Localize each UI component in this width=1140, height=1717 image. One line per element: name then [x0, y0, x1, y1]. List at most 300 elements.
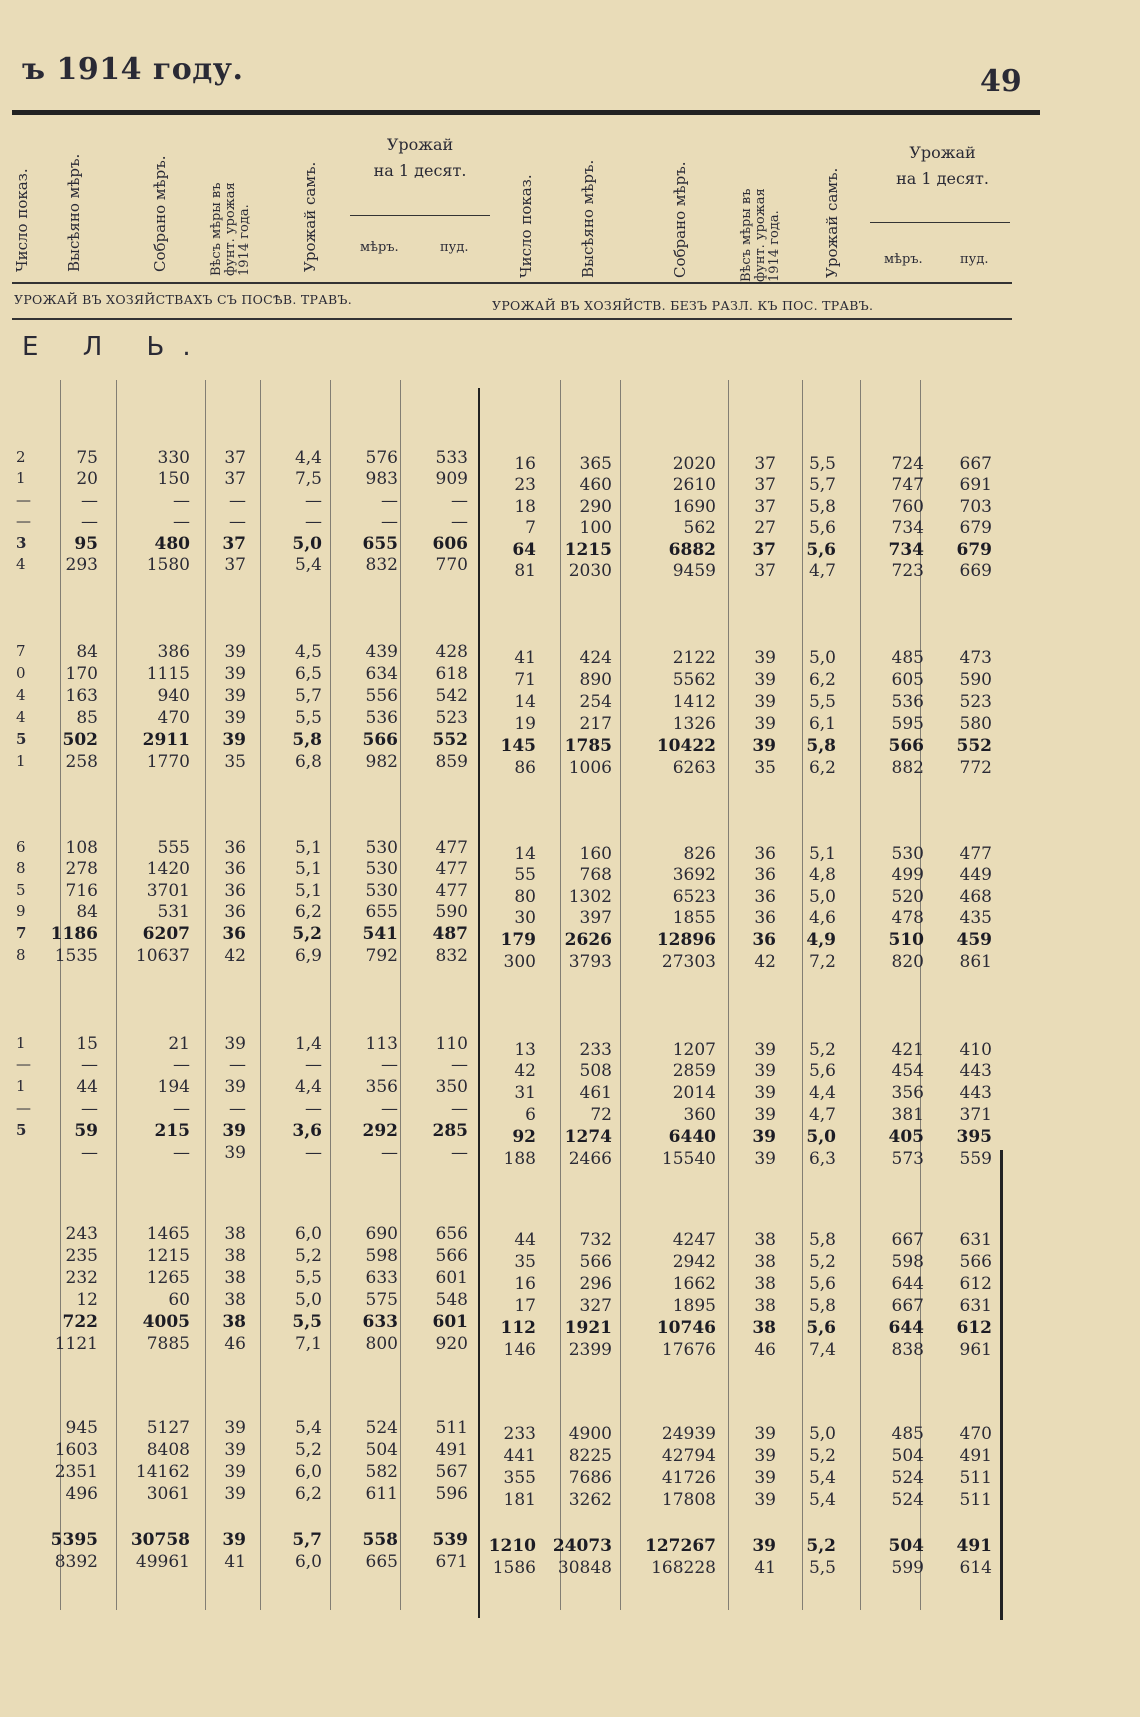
- right-table-cell: 2030: [568, 561, 612, 581]
- right-table-cell: 734: [891, 518, 924, 538]
- left-table-cell: 524: [365, 1418, 398, 1438]
- right-table-cell: 768: [579, 865, 612, 885]
- right-table-cell: 1662: [672, 1274, 716, 1294]
- right-table-cell: 1302: [568, 887, 612, 907]
- right-table-cell: 1274: [564, 1127, 612, 1147]
- left-table-cell: 601: [432, 1312, 468, 1332]
- left-table-cell: 590: [435, 902, 468, 922]
- left-table-cell: —: [173, 1143, 190, 1163]
- right-table-cell: 30: [514, 908, 536, 928]
- right-table-cell: 5,2: [808, 1040, 836, 1060]
- column-rule: [116, 380, 117, 1610]
- left-table-cell: 60: [168, 1290, 190, 1310]
- right-table-cell: 38: [754, 1252, 776, 1272]
- right-table-cell: 355: [503, 1468, 536, 1488]
- right-table-cell: 64: [512, 540, 536, 560]
- column-rule: [860, 380, 861, 1610]
- left-table-cell: 5,5: [292, 1312, 322, 1332]
- right-table-cell: 18: [514, 497, 536, 517]
- right-table-cell: 631: [959, 1296, 992, 1316]
- right-table-cell: 612: [959, 1274, 992, 1294]
- right-table-cell: 41: [754, 1558, 776, 1578]
- left-table-cell: 536: [365, 708, 398, 728]
- right-table-cell: 39: [754, 1468, 776, 1488]
- right-table-cell: 520: [891, 887, 924, 907]
- right-table-cell: 3793: [568, 952, 612, 972]
- right-table-cell: 38: [754, 1274, 776, 1294]
- header-bottom-rule: [12, 318, 1012, 320]
- right-table-cell: 72: [590, 1105, 612, 1125]
- right-table-cell: 5562: [672, 670, 716, 690]
- right-table-cell: 37: [754, 454, 776, 474]
- left-table-cell: —: [229, 491, 246, 511]
- left-table-cell: 792: [365, 946, 398, 966]
- right-table-cell: 861: [959, 952, 992, 972]
- right-table-cell: 38: [752, 1318, 776, 1338]
- right-table-cell: 2942: [672, 1252, 716, 1272]
- right-table-cell: 9459: [672, 561, 716, 581]
- right-table-cell: 39: [754, 1149, 776, 1169]
- right-table-cell: 7,2: [808, 952, 836, 972]
- right-table-cell: 397: [579, 908, 612, 928]
- right-table-cell: 510: [888, 930, 924, 950]
- right-table-cell: 679: [959, 518, 992, 538]
- right-table-cell: 5,8: [808, 1230, 836, 1250]
- right-table-cell: 39: [754, 1424, 776, 1444]
- right-table-cell: 6440: [668, 1127, 716, 1147]
- right-table-cell: 631: [959, 1230, 992, 1250]
- right-table-cell: 233: [503, 1424, 536, 1444]
- left-table-cell: 386: [157, 642, 190, 662]
- right-header-yield-measures: мѣръ.: [884, 252, 923, 267]
- right-table-cell: 511: [959, 1468, 992, 1488]
- right-table-cell: 410: [959, 1040, 992, 1060]
- right-table-cell: 7: [525, 518, 536, 538]
- right-table-cell: 17808: [661, 1490, 716, 1510]
- right-table-cell: 36: [752, 930, 776, 950]
- right-table-cell: 35: [514, 1252, 536, 1272]
- left-table-cell: 945: [65, 1418, 98, 1438]
- right-table-cell: 7686: [568, 1468, 612, 1488]
- left-table-cell: 5,2: [294, 1246, 322, 1266]
- right-table-cell: 6: [525, 1105, 536, 1125]
- right-table-cell: 5,6: [808, 518, 836, 538]
- row-number: 8: [16, 946, 26, 964]
- left-table-cell: 5,1: [294, 838, 322, 858]
- right-table-cell: 15540: [661, 1149, 716, 1169]
- left-table-cell: 4005: [142, 1312, 190, 1332]
- left-table-cell: 477: [435, 859, 468, 879]
- left-table-cell: 596: [435, 1484, 468, 1504]
- right-table-cell: 612: [956, 1318, 992, 1338]
- right-table-cell: 41: [514, 648, 536, 668]
- right-table-cell: 2626: [564, 930, 612, 950]
- right-table-cell: 2122: [672, 648, 716, 668]
- right-table-cell: 39: [754, 670, 776, 690]
- left-table-cell: 5,7: [294, 686, 322, 706]
- left-table-cell: 37: [224, 448, 246, 468]
- right-table-cell: 747: [891, 475, 924, 495]
- left-table-cell: —: [173, 512, 190, 532]
- right-table-cell: 37: [752, 540, 776, 560]
- right-table-cell: 491: [956, 1536, 992, 1556]
- column-rule: [728, 380, 729, 1610]
- right-table-cell: 5,8: [808, 497, 836, 517]
- left-table-cell: —: [305, 1055, 322, 1075]
- right-table-cell: 5,6: [808, 1274, 836, 1294]
- right-table-cell: 470: [959, 1424, 992, 1444]
- right-table-cell: 2399: [568, 1340, 612, 1360]
- left-table-cell: —: [451, 491, 468, 511]
- left-table-cell: —: [229, 512, 246, 532]
- right-table-cell: 723: [891, 561, 924, 581]
- row-number: 0: [16, 664, 26, 682]
- left-table-cell: 1,4: [294, 1034, 322, 1054]
- right-table-cell: 112: [500, 1318, 536, 1338]
- right-table-cell: 504: [891, 1446, 924, 1466]
- left-table-cell: —: [305, 1143, 322, 1163]
- right-table-cell: 524: [891, 1468, 924, 1488]
- left-header-yield-measures: мѣръ.: [360, 240, 399, 255]
- right-table-cell: 16: [514, 1274, 536, 1294]
- right-table-cell: 468: [959, 887, 992, 907]
- right-table-cell: 5,5: [808, 454, 836, 474]
- right-table-cell: 35: [754, 758, 776, 778]
- right-table-cell: 179: [500, 930, 536, 950]
- right-table-cell: 2610: [672, 475, 716, 495]
- right-table-cell: 4,6: [808, 908, 836, 928]
- running-head: ъ 1914 году.: [22, 52, 244, 87]
- right-table-cell: 732: [579, 1230, 612, 1250]
- right-table-cell: 55: [514, 865, 536, 885]
- row-number: 1: [16, 1077, 26, 1095]
- left-table-cell: —: [381, 1055, 398, 1075]
- left-table-cell: 800: [365, 1334, 398, 1354]
- left-table-cell: 582: [365, 1462, 398, 1482]
- left-table-cell: 558: [362, 1530, 398, 1550]
- left-table-cell: —: [81, 1143, 98, 1163]
- right-header-yield-group: Урожай на 1 десят.: [896, 143, 989, 188]
- left-table-cell: 39: [224, 1418, 246, 1438]
- right-table-cell: 504: [888, 1536, 924, 1556]
- left-table-cell: 1535: [54, 946, 98, 966]
- left-table-cell: 30758: [130, 1530, 190, 1550]
- left-table-cell: 38: [224, 1246, 246, 1266]
- right-table-cell: 4,4: [808, 1083, 836, 1103]
- row-number: 9: [16, 902, 26, 920]
- left-table-cell: 36: [224, 902, 246, 922]
- right-table-cell: 6,2: [808, 670, 836, 690]
- left-table-cell: 10637: [135, 946, 190, 966]
- right-table-cell: 39: [754, 1061, 776, 1081]
- right-table-cell: 188: [503, 1149, 536, 1169]
- right-table-cell: 80: [514, 887, 536, 907]
- right-table-cell: 41726: [661, 1468, 716, 1488]
- left-table-cell: 35: [224, 752, 246, 772]
- left-table-cell: 38: [224, 1290, 246, 1310]
- left-table-cell: 606: [432, 534, 468, 554]
- left-table-cell: 655: [365, 902, 398, 922]
- left-table-cell: 15: [76, 1034, 98, 1054]
- left-table-cell: —: [381, 1099, 398, 1119]
- left-table-cell: 566: [435, 1246, 468, 1266]
- row-number: 1: [16, 1034, 26, 1052]
- left-table-cell: 3,6: [292, 1121, 322, 1141]
- right-table-cell: 4,8: [808, 865, 836, 885]
- left-table-cell: 36: [222, 924, 246, 944]
- left-table-cell: 983: [365, 469, 398, 489]
- right-table-cell: 772: [959, 758, 992, 778]
- right-table-cell: 146: [503, 1340, 536, 1360]
- left-table-cell: —: [305, 1099, 322, 1119]
- right-table-cell: 12896: [656, 930, 716, 950]
- row-number: 3: [16, 534, 27, 552]
- left-table-cell: 20: [76, 469, 98, 489]
- left-table-cell: 566: [362, 730, 398, 750]
- left-table-cell: 716: [65, 881, 98, 901]
- left-table-cell: 523: [435, 708, 468, 728]
- right-table-cell: 42: [754, 952, 776, 972]
- right-table-cell: 290: [579, 497, 612, 517]
- left-table-cell: 539: [432, 1530, 468, 1550]
- left-header-harvested: Собрано мѣръ.: [151, 155, 169, 272]
- right-table-cell: 2014: [672, 1083, 716, 1103]
- left-table-cell: 39: [224, 1462, 246, 1482]
- right-table-cell: 449: [959, 865, 992, 885]
- left-table-cell: 982: [365, 752, 398, 772]
- left-table-cell: 215: [154, 1121, 190, 1141]
- right-table-cell: 24073: [552, 1536, 612, 1556]
- left-table-cell: 5,4: [294, 1418, 322, 1438]
- right-table-cell: 5,2: [808, 1252, 836, 1272]
- row-number: 5: [16, 881, 26, 899]
- left-table-cell: 39: [224, 1484, 246, 1504]
- row-number: 4: [16, 555, 26, 573]
- left-table-cell: 39: [222, 730, 246, 750]
- right-table-cell: 644: [888, 1318, 924, 1338]
- right-header-harvested: Собрано мѣръ.: [671, 161, 689, 278]
- left-table-cell: 7885: [146, 1334, 190, 1354]
- right-table-cell: 2020: [672, 454, 716, 474]
- left-table-cell: 1186: [50, 924, 98, 944]
- row-number: 4: [16, 686, 26, 704]
- right-table-cell: 1690: [672, 497, 716, 517]
- left-table-cell: 5127: [146, 1418, 190, 1438]
- row-number: 4: [16, 708, 26, 726]
- right-table-cell: 5,6: [806, 1318, 836, 1338]
- row-number: 5: [16, 1121, 27, 1139]
- left-table-cell: 285: [432, 1121, 468, 1141]
- left-caption: УРОЖАЙ ВЪ ХОЗЯЙСТВАХЪ СЪ ПОСѢВ. ТРАВЪ.: [14, 292, 352, 307]
- right-table-cell: 454: [891, 1061, 924, 1081]
- page-number: 49: [980, 64, 1022, 99]
- right-table-cell: 424: [579, 648, 612, 668]
- left-table-cell: 39: [224, 1143, 246, 1163]
- left-table-cell: 671: [435, 1552, 468, 1572]
- left-table-cell: 278: [65, 859, 98, 879]
- left-table-cell: 170: [65, 664, 98, 684]
- right-table-cell: 8225: [568, 1446, 612, 1466]
- right-table-cell: 614: [959, 1558, 992, 1578]
- left-table-cell: 5,1: [294, 881, 322, 901]
- left-table-cell: 477: [435, 881, 468, 901]
- right-table-cell: 478: [891, 908, 924, 928]
- right-table-cell: 566: [888, 736, 924, 756]
- left-table-cell: 633: [362, 1312, 398, 1332]
- left-header-weight: Вѣсъ мѣры въ фунт. урожая 1914 года.: [209, 182, 252, 276]
- row-number: —: [16, 1099, 31, 1117]
- right-table-cell: 46: [754, 1340, 776, 1360]
- right-table-cell: 6263: [672, 758, 716, 778]
- right-table-cell: 38: [754, 1296, 776, 1316]
- left-table-cell: —: [173, 491, 190, 511]
- left-table-cell: 232: [65, 1268, 98, 1288]
- right-table-cell: 590: [959, 670, 992, 690]
- left-table-cell: 940: [157, 686, 190, 706]
- left-table-cell: 41: [224, 1552, 246, 1572]
- left-table-cell: —: [305, 491, 322, 511]
- right-table-cell: 5,0: [808, 887, 836, 907]
- right-table-cell: 5,0: [808, 648, 836, 668]
- right-table-cell: 36: [754, 887, 776, 907]
- left-table-cell: —: [305, 512, 322, 532]
- right-table-cell: 491: [959, 1446, 992, 1466]
- section-title: Е Л Ь.: [22, 332, 209, 362]
- left-table-cell: 920: [435, 1334, 468, 1354]
- left-table-cell: 1121: [54, 1334, 98, 1354]
- right-table-cell: 443: [959, 1061, 992, 1081]
- right-table-cell: 10746: [656, 1318, 716, 1338]
- left-table-cell: 38: [224, 1224, 246, 1244]
- right-table-cell: 552: [956, 736, 992, 756]
- left-table-cell: 8408: [146, 1440, 190, 1460]
- right-table-cell: 890: [579, 670, 612, 690]
- right-table-cell: 5,5: [808, 1558, 836, 1578]
- left-table-cell: 37: [224, 469, 246, 489]
- left-table-cell: 356: [365, 1077, 398, 1097]
- right-table-cell: 5,1: [808, 844, 836, 864]
- right-table-cell: 39: [754, 1105, 776, 1125]
- right-table-cell: 17676: [661, 1340, 716, 1360]
- right-table-cell: 573: [891, 1149, 924, 1169]
- left-table-cell: 59: [74, 1121, 98, 1141]
- right-table-cell: 36: [754, 865, 776, 885]
- left-table-cell: 110: [435, 1034, 468, 1054]
- right-table-cell: 5,4: [808, 1468, 836, 1488]
- right-table-cell: 511: [959, 1490, 992, 1510]
- left-table-cell: 533: [435, 448, 468, 468]
- right-table-cell: 421: [891, 1040, 924, 1060]
- right-table-cell: 30848: [557, 1558, 612, 1578]
- right-table-cell: 365: [579, 454, 612, 474]
- left-table-cell: 12: [76, 1290, 98, 1310]
- left-table-cell: 511: [435, 1418, 468, 1438]
- left-table-cell: 75: [76, 448, 98, 468]
- right-table-cell: 485: [891, 648, 924, 668]
- left-table-cell: 350: [435, 1077, 468, 1097]
- left-table-cell: 39: [224, 642, 246, 662]
- right-table-cell: 23: [514, 475, 536, 495]
- left-table-cell: —: [173, 1099, 190, 1119]
- right-caption: УРОЖАЙ ВЪ ХОЗЯЙСТВ. БЕЗЪ РАЗЛ. КЪ ПОС. ТРАВЪ.: [492, 298, 874, 313]
- left-table-cell: 548: [435, 1290, 468, 1310]
- right-table-cell: 1855: [672, 908, 716, 928]
- left-table-cell: 7,5: [294, 469, 322, 489]
- right-table-cell: 598: [891, 1252, 924, 1272]
- right-table-cell: 669: [959, 561, 992, 581]
- left-table-cell: 36: [224, 838, 246, 858]
- left-table-cell: 4,5: [294, 642, 322, 662]
- left-table-cell: 39: [222, 1530, 246, 1550]
- left-table-cell: 611: [365, 1484, 398, 1504]
- left-table-cell: 541: [362, 924, 398, 944]
- right-table-cell: 566: [579, 1252, 612, 1272]
- left-table-cell: 85: [76, 708, 98, 728]
- left-table-cell: 567: [435, 1462, 468, 1482]
- right-table-cell: 5,0: [806, 1127, 836, 1147]
- right-table-cell: 39: [754, 692, 776, 712]
- right-table-cell: 5,4: [808, 1490, 836, 1510]
- left-table-cell: 6207: [142, 924, 190, 944]
- right-table-cell: 3262: [568, 1490, 612, 1510]
- right-table-cell: 441: [503, 1446, 536, 1466]
- right-table-cell: 395: [956, 1127, 992, 1147]
- left-table-cell: 95: [74, 534, 98, 554]
- right-table-cell: 17: [514, 1296, 536, 1316]
- right-table-cell: 5,5: [808, 692, 836, 712]
- left-table-cell: —: [81, 1099, 98, 1119]
- right-table-cell: 6,3: [808, 1149, 836, 1169]
- left-table-cell: 5,0: [294, 1290, 322, 1310]
- right-table-cell: 562: [683, 518, 716, 538]
- right-table-cell: 92: [512, 1127, 536, 1147]
- right-table-cell: 508: [579, 1061, 612, 1081]
- right-table-cell: 3692: [672, 865, 716, 885]
- left-table-cell: —: [81, 512, 98, 532]
- left-table-cell: 42: [224, 946, 246, 966]
- left-table-cell: 633: [365, 1268, 398, 1288]
- right-table-cell: 6882: [668, 540, 716, 560]
- right-table-cell: 1210: [488, 1536, 536, 1556]
- right-table-cell: 4,7: [808, 1105, 836, 1125]
- right-table-cell: 37: [754, 497, 776, 517]
- right-table-cell: 27303: [661, 952, 716, 972]
- left-table-cell: 113: [365, 1034, 398, 1054]
- left-table-cell: 832: [365, 555, 398, 575]
- left-table-cell: 909: [435, 469, 468, 489]
- left-table-cell: 859: [435, 752, 468, 772]
- right-table-cell: 42794: [661, 1446, 716, 1466]
- right-table-cell: 13: [514, 1040, 536, 1060]
- left-table-cell: 293: [65, 555, 98, 575]
- left-table-cell: 1465: [146, 1224, 190, 1244]
- right-table-cell: 31: [514, 1083, 536, 1103]
- left-table-cell: 530: [365, 881, 398, 901]
- right-table-cell: 14: [514, 692, 536, 712]
- left-table-cell: 84: [76, 642, 98, 662]
- left-header-sown: Высѣяно мѣръ.: [65, 153, 83, 272]
- right-table-cell: 523: [959, 692, 992, 712]
- left-table-cell: —: [381, 491, 398, 511]
- right-table-cell: 524: [891, 1490, 924, 1510]
- right-header-yield-pood: пуд.: [960, 252, 989, 267]
- left-table-cell: 163: [65, 686, 98, 706]
- left-table-cell: 531: [157, 902, 190, 922]
- left-yield-subrule: [350, 215, 490, 216]
- right-table-cell: 160: [579, 844, 612, 864]
- left-table-cell: 39: [224, 1440, 246, 1460]
- right-table-cell: 459: [956, 930, 992, 950]
